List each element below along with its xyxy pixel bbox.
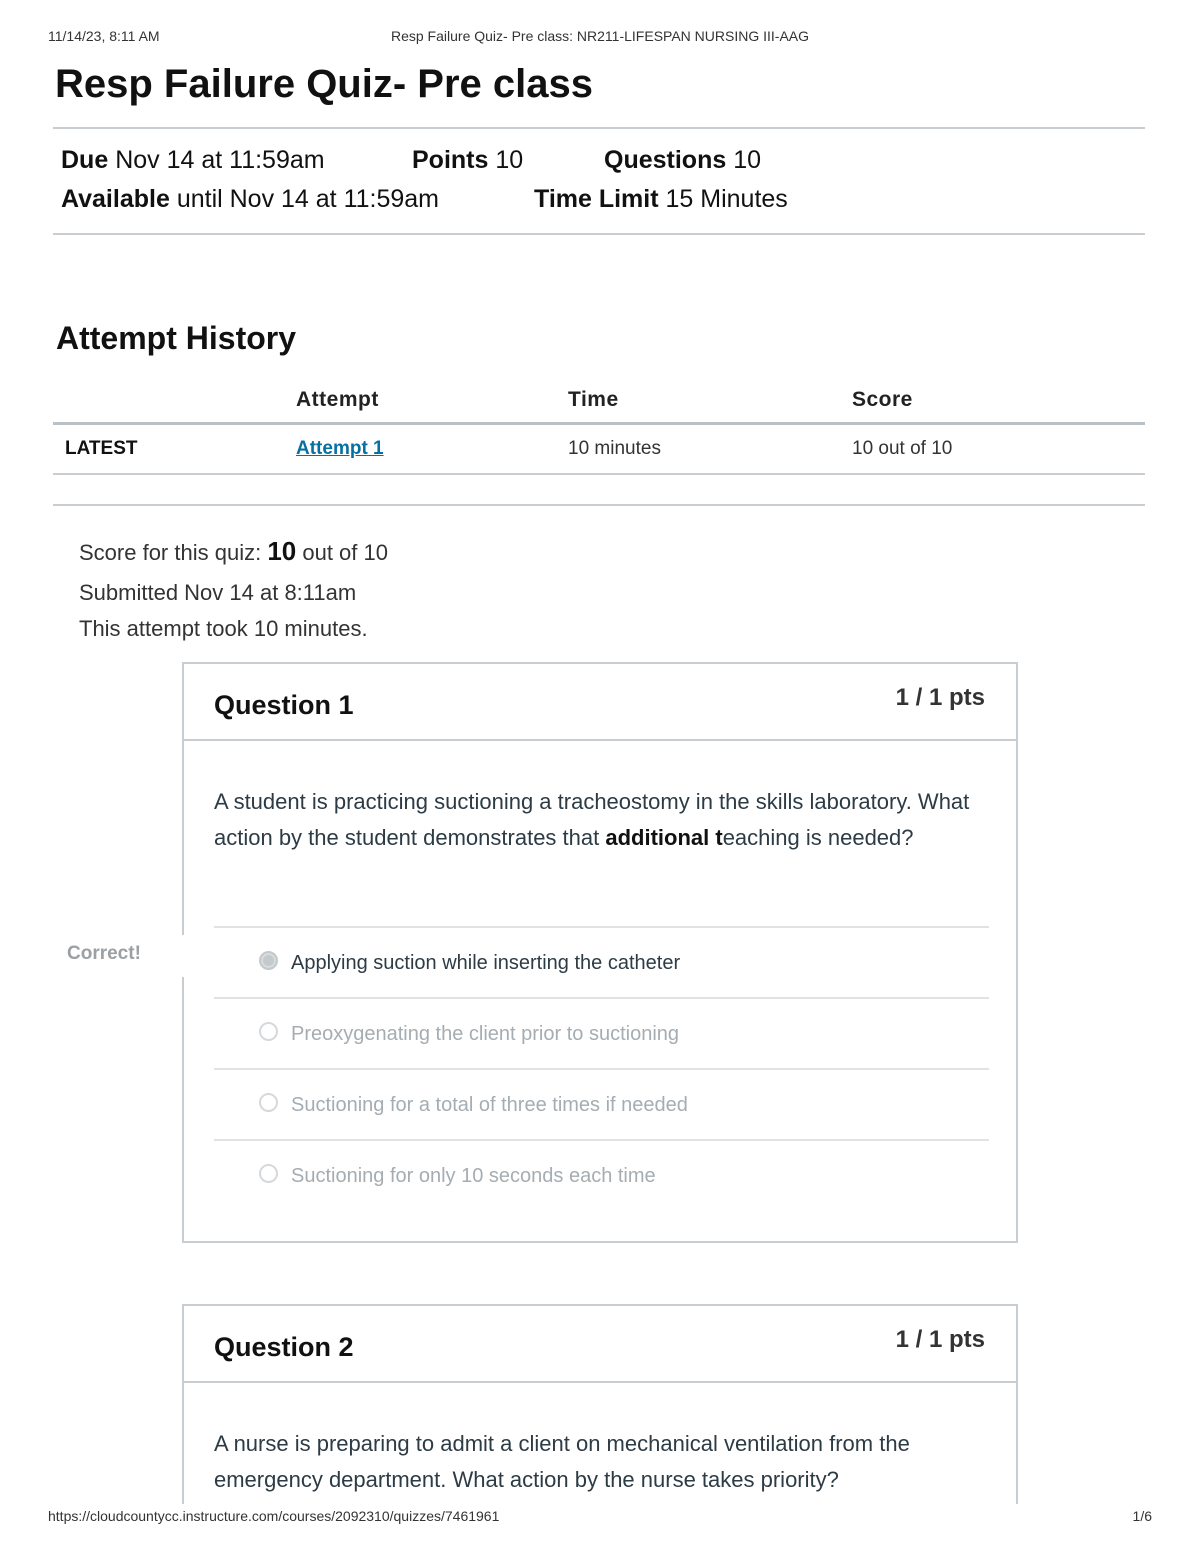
correct-marker bbox=[180, 935, 186, 977]
answer-label: Preoxygenating the client prior to suctioning bbox=[291, 1023, 680, 1045]
attempt-history-title: Attempt History bbox=[56, 320, 297, 356]
answer-label: Suctioning for only 10 seconds each time bbox=[291, 1165, 656, 1187]
due-value: Nov 14 at 11:59am bbox=[115, 146, 325, 174]
score-prefix: Score for this quiz: bbox=[79, 540, 262, 565]
attempt-1-link[interactable]: Attempt 1 bbox=[296, 438, 384, 459]
question-header bbox=[184, 1306, 1016, 1383]
available-info bbox=[61, 185, 439, 214]
radio-selected-icon[interactable] bbox=[259, 951, 278, 970]
print-header bbox=[48, 28, 1152, 48]
points-value: 10 bbox=[495, 146, 524, 174]
divider bbox=[53, 504, 1145, 506]
question-text bbox=[214, 784, 994, 856]
latest-tag: LATEST bbox=[65, 438, 138, 459]
question-text-end: eaching is needed? bbox=[722, 825, 914, 850]
question-points: 1 / 1 pts bbox=[895, 1326, 985, 1353]
answer-list bbox=[214, 926, 989, 1210]
radio-empty-icon[interactable] bbox=[259, 1164, 278, 1183]
column-header-score: Score bbox=[852, 388, 913, 411]
question-header bbox=[184, 664, 1016, 741]
time-limit-value: 15 Minutes bbox=[665, 185, 788, 213]
divider bbox=[53, 127, 1145, 129]
radio-empty-icon[interactable] bbox=[259, 1022, 278, 1041]
question-2 bbox=[182, 1304, 1018, 1504]
time-limit-info bbox=[534, 185, 788, 214]
submitted-time: Submitted Nov 14 at 8:11am bbox=[79, 580, 357, 605]
attempt-duration: This attempt took 10 minutes. bbox=[79, 616, 368, 641]
answer-label: Applying suction while inserting the catheter bbox=[291, 952, 681, 974]
question-text-emphasis: additional t bbox=[605, 825, 723, 850]
question-title: Question 1 bbox=[214, 690, 354, 720]
table-row-divider bbox=[53, 473, 1145, 475]
column-header-time: Time bbox=[568, 388, 619, 411]
answer-option[interactable] bbox=[214, 1068, 989, 1139]
print-footer bbox=[48, 1508, 1152, 1528]
available-value: until Nov 14 at 11:59am bbox=[176, 185, 440, 213]
questions-info bbox=[604, 146, 761, 175]
print-datetime: 11/14/23, 8:11 AM bbox=[48, 28, 160, 44]
question-text-start: A student is practicing suctioning a tracheostomy in the skills laboratory. What action by the student demonstrates that bbox=[214, 789, 970, 850]
question-1 bbox=[182, 662, 1018, 1243]
radio-empty-icon[interactable] bbox=[259, 1093, 278, 1112]
due-label: Due bbox=[61, 146, 109, 174]
questions-label: Questions bbox=[604, 146, 727, 174]
print-page-title: Resp Failure Quiz- Pre class: NR211-LIFESPAN NURSING III-AAG bbox=[390, 28, 810, 44]
quiz-score bbox=[79, 536, 388, 567]
column-header-attempt: Attempt bbox=[296, 388, 379, 411]
attempt-time: 10 minutes bbox=[568, 438, 661, 459]
answer-option[interactable] bbox=[214, 1139, 989, 1210]
score-suffix: out of 10 bbox=[302, 540, 388, 565]
attempt-score: 10 out of 10 bbox=[852, 438, 953, 459]
print-page-number: 1/6 bbox=[1132, 1508, 1152, 1524]
time-limit-label: Time Limit bbox=[534, 185, 659, 213]
points-info bbox=[412, 146, 523, 175]
score-value: 10 bbox=[267, 536, 297, 566]
correct-answer-flag: Correct! bbox=[67, 943, 141, 964]
available-label: Available bbox=[61, 185, 170, 213]
question-points: 1 / 1 pts bbox=[895, 684, 985, 711]
question-text: A nurse is preparing to admit a client on mechanical ventilation from the emergency department. What action by the nurse takes priority? bbox=[214, 1431, 910, 1492]
answer-option[interactable] bbox=[214, 997, 989, 1068]
answer-option[interactable] bbox=[214, 926, 989, 997]
points-label: Points bbox=[412, 146, 489, 174]
quiz-title: Resp Failure Quiz- Pre class bbox=[55, 62, 593, 106]
answer-label: Suctioning for a total of three times if needed bbox=[291, 1094, 688, 1116]
divider bbox=[53, 233, 1145, 235]
print-url: https://cloudcountycc.instructure.com/courses/2092310/quizzes/7461961 bbox=[48, 1508, 500, 1524]
questions-value: 10 bbox=[733, 146, 762, 174]
question-title: Question 2 bbox=[214, 1332, 354, 1362]
due-info bbox=[61, 146, 325, 175]
table-header-divider bbox=[53, 422, 1145, 425]
